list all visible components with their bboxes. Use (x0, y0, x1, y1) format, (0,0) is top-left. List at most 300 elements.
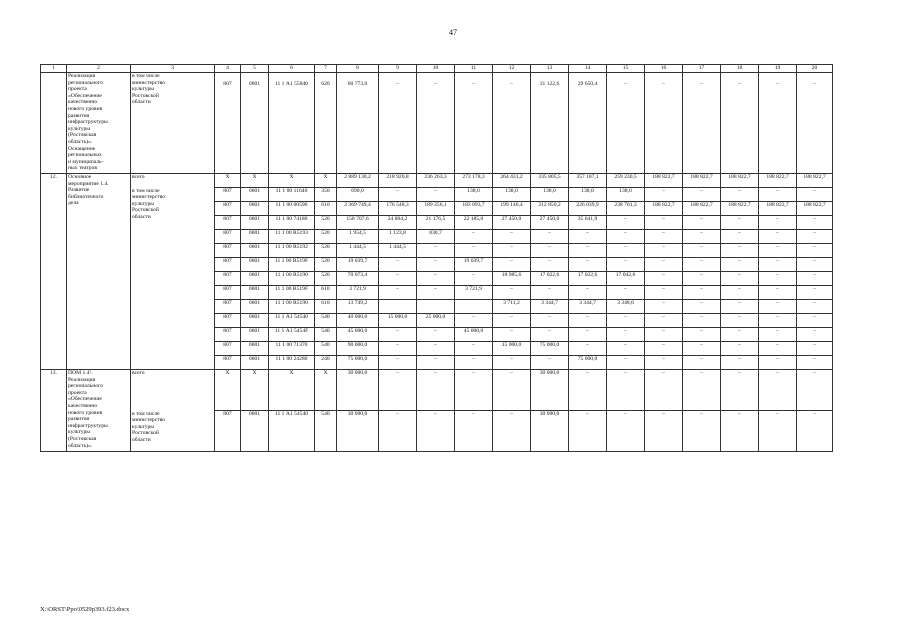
value-cell: 807 (215, 258, 241, 272)
value-cell: – (645, 356, 683, 370)
value-cell: – (645, 244, 683, 258)
value-cell: – (721, 356, 759, 370)
text-line: инфраструктуры (68, 119, 108, 126)
value-cell: – (797, 342, 833, 356)
value-cell: – (683, 342, 721, 356)
value-cell: 226 039,9 (569, 202, 607, 216)
value-cell: – (645, 73, 683, 174)
value-cell: 188 822,7 (721, 174, 759, 188)
value-cell: – (455, 272, 493, 286)
value-cell: – (417, 244, 455, 258)
value-cell: – (721, 342, 759, 356)
value-cell: – (455, 73, 493, 174)
value-cell: – (645, 272, 683, 286)
value-cell: – (759, 216, 797, 230)
value-cell: 807 (215, 286, 241, 300)
value-cell: – (531, 328, 569, 342)
text-line: Реализация (68, 73, 96, 79)
value-cell: – (797, 244, 833, 258)
value-cell: – (417, 342, 455, 356)
text-line: развития (68, 112, 90, 119)
value-cell: – (645, 216, 683, 230)
value-cell: 520 (315, 272, 337, 286)
value-cell: – (645, 286, 683, 300)
value-cell: – (607, 230, 645, 244)
value-cell: 189 256,1 (417, 202, 455, 216)
value-cell: 30 000,0 (531, 370, 569, 411)
value-cell: 30 000,0 (531, 411, 569, 452)
value-cell: 176 548,3 (379, 202, 417, 216)
value-cell: 188 822,7 (645, 202, 683, 216)
value-cell: 3 711,2 (493, 300, 531, 314)
value-cell: 188 822,7 (759, 174, 797, 188)
value-cell: – (721, 216, 759, 230)
header-cell: 2 (67, 65, 131, 73)
value-cell: – (721, 328, 759, 342)
value-cell: – (493, 230, 531, 244)
value-cell: 350 (315, 188, 337, 202)
value-cell: – (455, 356, 493, 370)
header-cell: 6 (269, 65, 315, 73)
value-cell: 17 022,6 (531, 272, 569, 286)
value-cell: – (759, 244, 797, 258)
value-cell: 11 1 00 71370 (269, 342, 315, 356)
value-cell: 17 042,6 (607, 272, 645, 286)
header-cell: 11 (455, 65, 493, 73)
value-cell: 25 000,0 (417, 314, 455, 328)
value-cell: – (493, 286, 531, 300)
header-cell: 19 (759, 65, 797, 73)
value-cell: 11 1 А1 54540 (269, 314, 315, 328)
value-cell: 11 1 00 R519F (269, 258, 315, 272)
value-cell: 188 822,7 (721, 202, 759, 216)
value-cell: 3 344,7 (569, 300, 607, 314)
value-cell: 540 (315, 314, 337, 328)
value-cell: – (721, 286, 759, 300)
value-cell: 75 000,0 (337, 356, 379, 370)
value-cell: – (759, 328, 797, 342)
budget-table (40, 64, 833, 452)
value-cell: – (607, 411, 645, 452)
value-cell: – (417, 356, 455, 370)
value-cell: – (797, 314, 833, 328)
header-cell: 13 (531, 65, 569, 73)
value-cell: – (759, 188, 797, 202)
value-cell: 0801 (241, 188, 269, 202)
value-cell: – (797, 230, 833, 244)
header-cell: 8 (337, 65, 379, 73)
row-number-cell (41, 73, 67, 174)
value-cell: 11 1 00 11640 (269, 188, 315, 202)
value-cell: 70 073,4 (337, 272, 379, 286)
value-cell: 238 701,3 (607, 202, 645, 216)
value-cell: – (721, 272, 759, 286)
executor-detail-cell (131, 411, 215, 452)
value-cell: 1 444,5 (337, 244, 379, 258)
value-cell: 0801 (241, 230, 269, 244)
value-cell (379, 300, 417, 314)
value-cell: – (607, 356, 645, 370)
footer-file-path: X:\ORST\Ppo\0529p393.f23.docx (40, 606, 130, 613)
value-cell: 610 (315, 202, 337, 216)
value-cell: 807 (215, 411, 241, 452)
value-cell: 11 1 00 R5190 (269, 300, 315, 314)
text-line: министерство (132, 194, 166, 201)
value-cell: X (215, 174, 241, 188)
value-cell: – (759, 342, 797, 356)
value-cell: 11 1 00 74180 (269, 216, 315, 230)
value-cell: – (721, 314, 759, 328)
value-cell: 0801 (241, 73, 269, 174)
value-cell: 807 (215, 244, 241, 258)
value-cell: 183 093,7 (455, 202, 493, 216)
text-line: Развитие (68, 187, 90, 194)
value-cell: 807 (215, 272, 241, 286)
value-cell: – (759, 356, 797, 370)
text-line: Основное (68, 174, 92, 180)
value-cell: – (797, 258, 833, 272)
value-cell: – (683, 272, 721, 286)
value-cell: 540 (315, 328, 337, 342)
value-cell: 0801 (241, 356, 269, 370)
value-cell: 264 431,2 (493, 174, 531, 188)
value-cell: 0801 (241, 202, 269, 216)
value-cell: 31 122,6 (531, 73, 569, 174)
value-cell: – (379, 73, 417, 174)
text-line: проекта (68, 389, 87, 396)
text-line: в том числе (132, 73, 160, 79)
page-number: 47 (449, 28, 457, 37)
value-cell: – (531, 258, 569, 272)
value-cell: – (569, 258, 607, 272)
value-cell: – (493, 328, 531, 342)
value-cell: 27 450,0 (493, 216, 531, 230)
value-cell: – (683, 286, 721, 300)
text-line: региональных (68, 152, 102, 159)
value-cell: – (645, 370, 683, 411)
value-cell: – (417, 188, 455, 202)
text-line: «Обеспечение (68, 396, 102, 403)
value-cell: – (607, 286, 645, 300)
value-cell: – (531, 314, 569, 328)
value-cell: 199 146,4 (493, 202, 531, 216)
header-cell: 20 (797, 65, 833, 73)
value-cell: 11 1 А1 54540 (269, 411, 315, 452)
text-line: Реализация (68, 376, 96, 383)
value-cell: – (379, 286, 417, 300)
text-line: (Ростовская (68, 132, 97, 139)
value-cell: 0801 (241, 258, 269, 272)
text-line: ПОМ 1.4². (68, 370, 93, 376)
value-cell: 138,0 (607, 188, 645, 202)
value-cell: 3 721,9 (455, 286, 493, 300)
header-cell: 9 (379, 65, 417, 73)
value-cell: 0801 (241, 286, 269, 300)
value-cell: 75 000,0 (569, 356, 607, 370)
text-line: в том числе (132, 410, 160, 417)
text-line: нового уровня (68, 409, 103, 416)
value-cell: – (645, 188, 683, 202)
value-cell: 11 1 00 R5193 (269, 230, 315, 244)
text-line: качественно (68, 402, 98, 409)
value-cell: – (493, 258, 531, 272)
text-line: культуры (132, 86, 155, 93)
value-cell: 11 1 00 R519F (269, 286, 315, 300)
value-cell: – (797, 300, 833, 314)
value-cell: – (797, 216, 833, 230)
value-cell: – (569, 370, 607, 411)
text-line: и муниципаль- (68, 158, 104, 165)
value-cell: 1 954,5 (337, 230, 379, 244)
value-cell: – (417, 73, 455, 174)
value-cell: 520 (315, 230, 337, 244)
value-cell: 18 985,6 (493, 272, 531, 286)
value-cell: 830,7 (417, 230, 455, 244)
value-cell: – (797, 272, 833, 286)
value-cell: 807 (215, 230, 241, 244)
value-cell: X (241, 370, 269, 411)
value-cell: – (417, 411, 455, 452)
value-cell: – (417, 258, 455, 272)
value-cell: – (417, 328, 455, 342)
value-cell: – (759, 230, 797, 244)
value-cell: – (721, 411, 759, 452)
value-cell: 11 1 00 R5190 (269, 272, 315, 286)
header-cell: 15 (607, 65, 645, 73)
value-cell: – (721, 73, 759, 174)
text-line: культуры (132, 200, 155, 207)
value-cell: – (645, 411, 683, 452)
value-cell: – (683, 230, 721, 244)
value-cell: – (683, 370, 721, 411)
total-row (41, 370, 833, 411)
value-cell: – (417, 370, 455, 411)
value-cell: 807 (215, 356, 241, 370)
value-cell: 0801 (241, 216, 269, 230)
header-cell: 17 (683, 65, 721, 73)
value-cell: 30 000,0 (337, 370, 379, 411)
value-cell: 188 822,7 (797, 202, 833, 216)
activity-name-cell (67, 73, 131, 174)
value-cell: – (645, 230, 683, 244)
value-cell: – (379, 370, 417, 411)
value-cell: – (455, 370, 493, 411)
header-row (41, 65, 833, 73)
text-line: область)». (68, 138, 93, 145)
text-line: Ростовской (132, 92, 159, 99)
value-cell: 807 (215, 216, 241, 230)
value-cell: 35 641,9 (569, 216, 607, 230)
value-cell: 807 (215, 314, 241, 328)
value-cell: 610 (315, 286, 337, 300)
value-cell: – (683, 244, 721, 258)
text-line: нового уровня (68, 105, 103, 112)
table-row (41, 411, 833, 452)
value-cell: 188 822,7 (645, 174, 683, 188)
header-cell: 16 (645, 65, 683, 73)
executor-detail-cell (131, 188, 215, 370)
value-cell: – (607, 328, 645, 342)
value-cell: – (569, 314, 607, 328)
value-cell: 1 123,8 (379, 230, 417, 244)
value-cell: – (379, 411, 417, 452)
text-line: культуры (132, 423, 155, 430)
value-cell: – (759, 314, 797, 328)
value-cell: 620 (315, 73, 337, 174)
value-cell: – (683, 188, 721, 202)
value-cell: 540 (315, 342, 337, 356)
text-line: инфраструктуры (68, 422, 108, 429)
text-line: мероприятие 1.4. (68, 180, 109, 187)
value-cell: – (493, 356, 531, 370)
executor-cell (131, 73, 215, 174)
text-line: развития (68, 416, 90, 423)
value-cell: 17 022,6 (569, 272, 607, 286)
value-cell: – (569, 286, 607, 300)
value-cell: – (455, 411, 493, 452)
value-cell: 15 000,0 (493, 342, 531, 356)
value-cell: – (607, 370, 645, 411)
text-line: регионального (68, 79, 103, 86)
value-cell: – (569, 342, 607, 356)
value-cell: 19 039,7 (337, 258, 379, 272)
value-cell: – (721, 188, 759, 202)
value-cell: 75 000,0 (531, 342, 569, 356)
value-cell: 2 369 749,4 (337, 202, 379, 216)
value-cell: 540 (315, 411, 337, 452)
value-cell: – (759, 411, 797, 452)
value-cell: – (683, 411, 721, 452)
value-cell: – (797, 73, 833, 174)
value-cell: – (569, 411, 607, 452)
value-cell: 45 000,0 (455, 328, 493, 342)
value-cell: 90 000,0 (337, 342, 379, 356)
row-number-cell: 13. (41, 370, 67, 452)
value-cell: – (759, 73, 797, 174)
value-cell: 610 (315, 300, 337, 314)
value-cell: 138,0 (569, 188, 607, 202)
value-cell: 2 889 130,2 (337, 174, 379, 188)
row-number-cell: 12. (41, 174, 67, 370)
header-cell: 7 (315, 65, 337, 73)
header-cell: 4 (215, 65, 241, 73)
value-cell: – (569, 230, 607, 244)
value-cell: 158 707,6 (337, 216, 379, 230)
value-cell: – (797, 188, 833, 202)
value-cell: – (759, 258, 797, 272)
text-line: Ростовской (132, 430, 159, 437)
text-line: культуры (68, 429, 91, 436)
value-cell: – (721, 300, 759, 314)
text-line: дела (68, 200, 79, 207)
value-cell: – (607, 342, 645, 356)
text-line: «Обеспечение (68, 92, 102, 99)
value-cell: 520 (315, 258, 337, 272)
value-cell: – (721, 258, 759, 272)
value-cell: – (417, 272, 455, 286)
value-cell: – (721, 230, 759, 244)
value-cell: 15 000,0 (379, 314, 417, 328)
value-cell: 3 721,9 (337, 286, 379, 300)
value-cell: – (797, 411, 833, 452)
value-cell: – (607, 314, 645, 328)
table-row (41, 73, 833, 174)
value-cell: – (607, 244, 645, 258)
value-cell: – (683, 314, 721, 328)
value-cell: 212 850,2 (531, 202, 569, 216)
value-cell: 60 773,0 (337, 73, 379, 174)
text-line: в том числе (132, 187, 160, 194)
value-cell: 11 1 00 R5192 (269, 244, 315, 258)
header-cell: 10 (417, 65, 455, 73)
value-cell: – (797, 286, 833, 300)
text-line: качественно (68, 99, 98, 106)
value-cell: – (683, 300, 721, 314)
value-cell: 11 1 00 00590 (269, 202, 315, 216)
executor-cell: всего (131, 370, 215, 411)
value-cell: X (315, 370, 337, 411)
value-cell: 138,0 (455, 188, 493, 202)
total-row (41, 174, 833, 188)
value-cell: 236 263,3 (417, 174, 455, 188)
value-cell: – (493, 370, 531, 411)
executor-cell: всего (131, 174, 215, 188)
value-cell: – (379, 342, 417, 356)
value-cell: – (607, 216, 645, 230)
value-cell (455, 300, 493, 314)
value-cell: – (493, 411, 531, 452)
header-cell: 3 (131, 65, 215, 73)
value-cell: – (721, 370, 759, 411)
value-cell: – (759, 272, 797, 286)
text-line: ных театров (68, 165, 98, 172)
value-cell: – (683, 328, 721, 342)
value-cell: 520 (315, 244, 337, 258)
value-cell: 138,0 (493, 188, 531, 202)
value-cell: – (531, 230, 569, 244)
value-cell: – (493, 73, 531, 174)
value-cell: – (493, 244, 531, 258)
value-cell: 188 822,7 (683, 174, 721, 188)
value-cell: – (455, 244, 493, 258)
value-cell: – (531, 244, 569, 258)
value-cell: – (683, 73, 721, 174)
value-cell: 690,0 (337, 188, 379, 202)
header-cell: 18 (721, 65, 759, 73)
value-cell: – (645, 328, 683, 342)
value-cell: – (417, 286, 455, 300)
value-cell: 520 (315, 216, 337, 230)
value-cell: 807 (215, 300, 241, 314)
value-cell: – (379, 188, 417, 202)
value-cell (417, 300, 455, 314)
value-cell: 0801 (241, 411, 269, 452)
value-cell: 30 000,0 (337, 411, 379, 452)
value-cell: 21 176,5 (417, 216, 455, 230)
value-cell: 19 039,7 (455, 258, 493, 272)
header-cell: 12 (493, 65, 531, 73)
activity-name-cell (67, 174, 131, 370)
value-cell: – (493, 314, 531, 328)
value-cell: – (455, 342, 493, 356)
text-line: области (132, 213, 151, 220)
text-line: Ростовской (132, 207, 159, 214)
value-cell: – (797, 328, 833, 342)
value-cell: – (797, 370, 833, 411)
value-cell: – (683, 258, 721, 272)
value-cell: 13 749,2 (337, 300, 379, 314)
value-cell: 259 230,5 (607, 174, 645, 188)
